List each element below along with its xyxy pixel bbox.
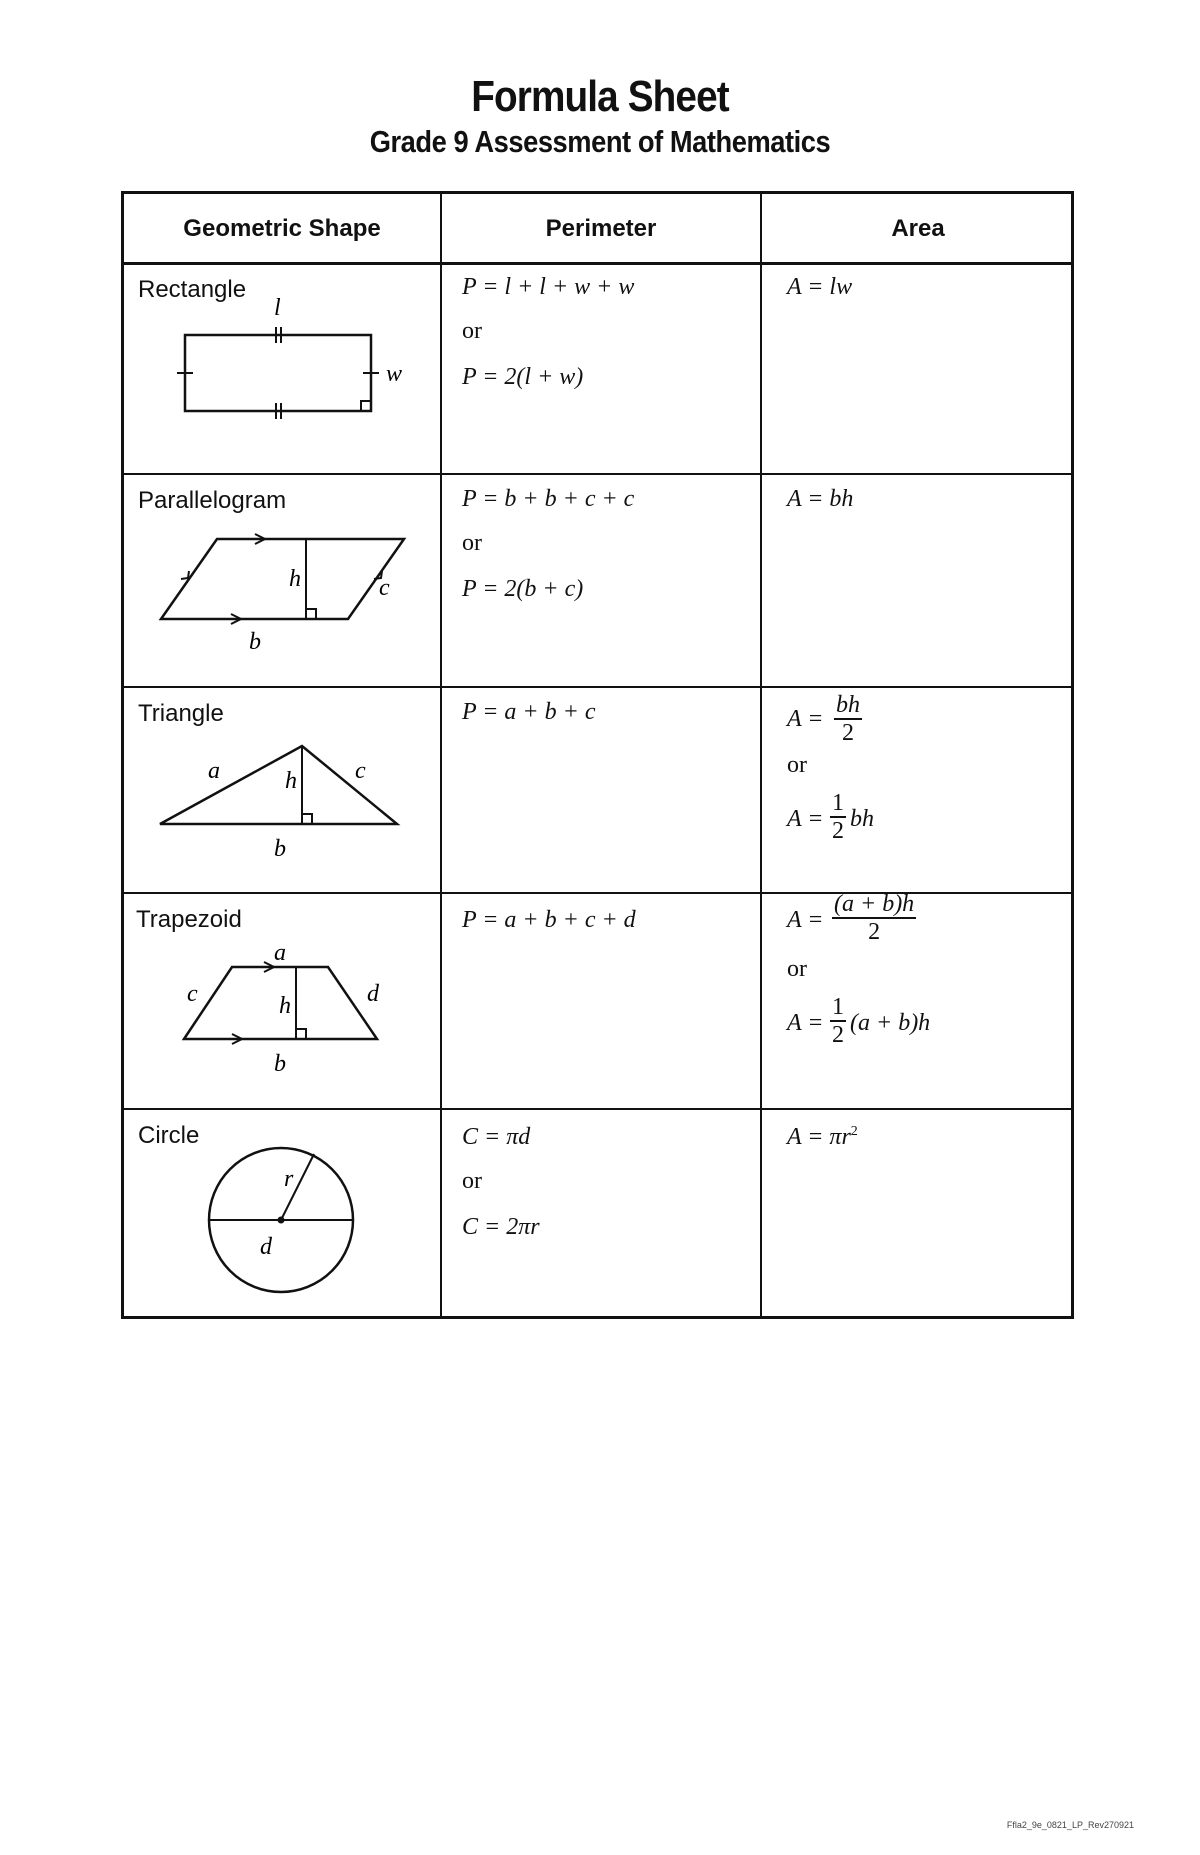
circle-diagram bbox=[124, 194, 440, 1322]
label-r: r bbox=[284, 1166, 294, 1192]
area-suffix: (a + b)h bbox=[850, 1010, 931, 1036]
area-prefix: A = bbox=[787, 1010, 824, 1036]
header-area: Area bbox=[891, 215, 945, 242]
page-subtitle: Grade 9 Assessment of Mathematics bbox=[369, 124, 831, 159]
label-l: l bbox=[274, 295, 281, 321]
area-suffix: bh bbox=[850, 806, 874, 832]
perimeter-formula: P = a + b + c bbox=[462, 699, 596, 725]
document-code: Ffla2_9e_0821_LP_Rev270921 bbox=[1006, 1820, 1134, 1830]
perimeter-formula: C = πd bbox=[462, 1124, 531, 1150]
or-label: or bbox=[787, 956, 807, 982]
perimeter-formula: P = a + b + c + d bbox=[462, 907, 636, 933]
label-c: c bbox=[379, 575, 390, 601]
fraction-denominator: 2 bbox=[842, 720, 854, 746]
area-formula: A = lw bbox=[787, 274, 853, 300]
shape-name-rectangle: Rectangle bbox=[138, 276, 247, 303]
label-b: b bbox=[274, 1051, 286, 1077]
label-c: c bbox=[187, 981, 198, 1007]
column-divider bbox=[440, 194, 442, 1316]
shape-name-triangle: Triangle bbox=[138, 700, 224, 727]
fraction-denominator: 2 bbox=[832, 818, 844, 844]
label-c: c bbox=[355, 758, 366, 784]
shape-name-parallelogram: Parallelogram bbox=[138, 487, 287, 514]
label-b: b bbox=[274, 836, 286, 862]
shape-name-circle: Circle bbox=[138, 1122, 200, 1149]
page-title: Formula Sheet bbox=[471, 72, 729, 121]
formula-table bbox=[121, 191, 1074, 1319]
fraction-numerator: 1 bbox=[832, 790, 844, 816]
perimeter-formula: P = l + l + w + w bbox=[462, 274, 635, 300]
label-d: d bbox=[260, 1234, 272, 1260]
area-exponent: 2 bbox=[850, 1124, 858, 1139]
label-w: w bbox=[386, 361, 403, 387]
area-fraction bbox=[830, 790, 846, 844]
fraction-numerator: 1 bbox=[832, 994, 844, 1020]
area-formula bbox=[787, 1124, 858, 1151]
label-b: b bbox=[249, 629, 261, 655]
area-fraction bbox=[834, 692, 862, 746]
perimeter-formula: P = 2(b + c) bbox=[462, 576, 584, 602]
header-geometric-shape: Geometric Shape bbox=[183, 215, 381, 242]
label-h: h bbox=[285, 768, 297, 794]
label-a: a bbox=[274, 940, 286, 966]
label-a: a bbox=[208, 758, 220, 784]
area-fraction bbox=[830, 994, 846, 1048]
perimeter-formula: P = b + b + c + c bbox=[462, 486, 635, 512]
area-prefix: A = bbox=[787, 806, 824, 832]
or-label: or bbox=[462, 530, 482, 556]
fraction-denominator: 2 bbox=[832, 1022, 844, 1048]
perimeter-formula: P = 2(l + w) bbox=[462, 364, 584, 390]
area-fraction bbox=[832, 891, 916, 945]
header-perimeter: Perimeter bbox=[545, 215, 657, 242]
label-h: h bbox=[279, 993, 291, 1019]
column-divider bbox=[760, 194, 762, 1316]
label-h: h bbox=[289, 566, 301, 592]
area-formula-text: A = πr bbox=[787, 1124, 851, 1150]
fraction-numerator: (a + b)h bbox=[834, 891, 915, 917]
label-d: d bbox=[367, 981, 379, 1007]
shape-name-trapezoid: Trapezoid bbox=[136, 906, 242, 933]
area-formula: A = bh bbox=[787, 486, 854, 512]
or-label: or bbox=[462, 1168, 482, 1194]
fraction-numerator: bh bbox=[836, 692, 860, 718]
perimeter-formula: C = 2πr bbox=[462, 1214, 540, 1240]
area-prefix: A = bbox=[787, 907, 824, 933]
or-label: or bbox=[462, 318, 482, 344]
fraction-denominator: 2 bbox=[868, 919, 881, 945]
area-prefix: A = bbox=[787, 706, 824, 732]
or-label: or bbox=[787, 752, 807, 778]
